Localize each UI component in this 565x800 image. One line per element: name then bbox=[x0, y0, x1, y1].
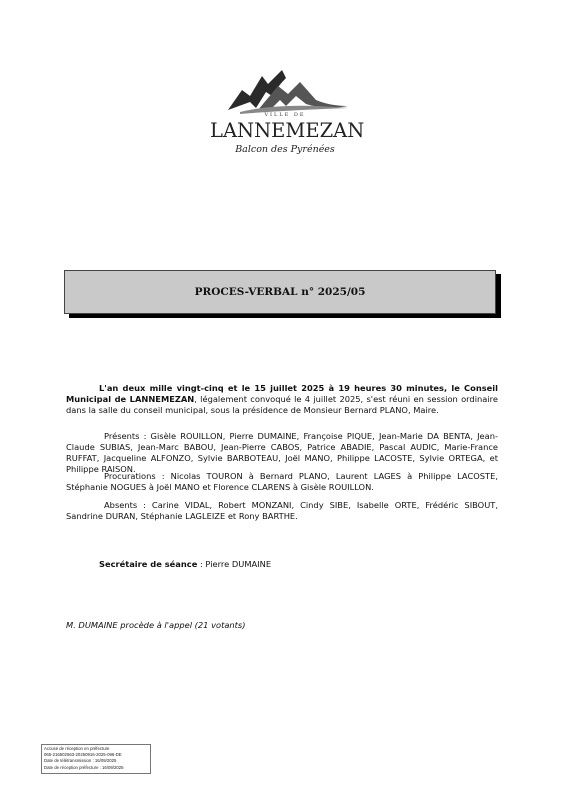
stamp-line-2: 065-216502563-20250916-2025-096-DE bbox=[44, 752, 122, 758]
municipal-logo bbox=[210, 66, 365, 171]
prefecture-receipt-stamp bbox=[41, 744, 151, 774]
logo-name: LANNEMEZAN bbox=[210, 119, 365, 142]
intro-bold: L'an deux mille vingt-cinq et le 15 juillet 2025 à 19 heures 30 minutes, le Conseil Municipal de LANNEMEZAN bbox=[66, 383, 498, 405]
intro-rest: , légalement convoqué le 4 juillet 2025, s'est réuni en session ordinaire dans la salle du conseil municipal, sous la présidence de Monsieur Bernard PLANO, Maire. bbox=[66, 394, 498, 415]
secretaire-label: Secrétaire de séance bbox=[99, 559, 198, 570]
secretaire-line bbox=[99, 559, 399, 570]
absents-paragraph: Absents : Carine VIDAL, Robert MONZANI, Cindy SIBE, Isabelle ORTE, Frédéric SIBOUT, Sandrine DURAN, Stéphanie LAGLEIZE et Rony BARTHE. bbox=[66, 500, 498, 522]
logo-tagline: Balcon des Pyrénées bbox=[235, 144, 335, 155]
title-box bbox=[64, 270, 496, 314]
logo-small-text: VILLE DE bbox=[264, 112, 306, 118]
intro-paragraph bbox=[66, 383, 498, 415]
appel-line: M. DUMAINE procède à l'appel (21 votants) bbox=[66, 620, 246, 631]
presents-paragraph: Présents : Gisèle ROUILLON, Pierre DUMAINE, Françoise PIQUE, Jean-Marie DA BENTA, Jean-Claude SUBIAS, Jean-Marc BABOU, Jean-Pierre CABOS, Patrice ABADIE, Pascal AUDIC, Marie-France RUFFAT, Jacqueline ALFONZO, Sylvie BARBOTEAU, Joël MANO, Philippe LACOSTE, Sylvie ORTEGA, et Philippe RAISON. bbox=[66, 431, 498, 474]
mountain-logo-icon bbox=[220, 66, 350, 114]
stamp-line-1: Accusé de réception en préfecture bbox=[44, 746, 110, 751]
secretaire-value: : Pierre DUMAINE bbox=[197, 559, 272, 570]
stamp-line-3: Date de télétransmission : 16/09/2025 bbox=[44, 758, 117, 764]
procurations-paragraph: Procurations : Nicolas TOURON à Bernard PLANO, Laurent LAGES à Philippe LACOSTE, Stéphanie NOGUES à Joël MANO et Florence CLARENS à Gisèle ROUILLON. bbox=[66, 471, 498, 493]
stamp-line-4: Date de réception préfecture : 16/09/2025 bbox=[44, 764, 124, 770]
document-title: PROCES-VERBAL n° 2025/05 bbox=[194, 286, 366, 298]
